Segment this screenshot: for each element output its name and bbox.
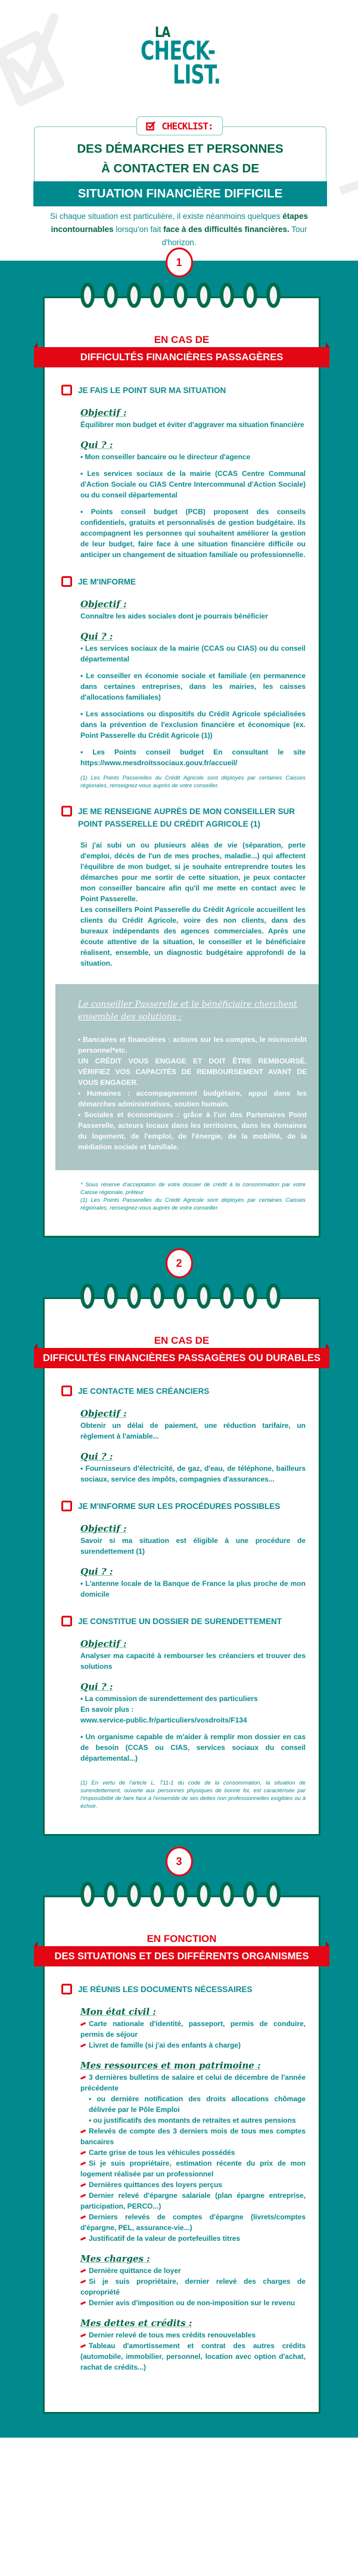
- step-heading: [61, 1500, 306, 1513]
- part-label: Objectif :: [80, 599, 127, 610]
- section-title-band: DIFFICULTÉS FINANCIÈRES PASSAGÈRES: [34, 347, 329, 367]
- spiral-ring-icon: [152, 1285, 163, 1307]
- part-label: Qui ? :: [80, 1681, 113, 1692]
- part-label: Qui ? :: [80, 1451, 113, 1462]
- text-line: • Un organisme capable de m'aider à remplir mon dossier en cas de besoin (CCAS ou CIAS, services sociaux du conseil départemental...): [80, 1733, 306, 1762]
- step-part: [80, 438, 306, 560]
- text-line: Si j'ai subi un ou plusieurs aléas de vie (séparation, perte d'emploi, décès de l'un de mes proches, maladie...) qui affectent l'équilibre de mon budget, si je souhaite entreprendre toutes les démarches pour me sortir de cette situation, je peux contacter mon conseiller bancaire afin qu'il me mette en contact avec le Point Passerelle.: [80, 841, 306, 903]
- step-part: [80, 630, 306, 790]
- spiral-ring-icon: [129, 284, 139, 306]
- footnotes: [80, 1779, 306, 1810]
- step-heading: [61, 576, 306, 588]
- spiral-ring-icon: [175, 284, 186, 306]
- checklist-line: Carte nationale d'identité, passeport, permis de conduire, permis de séjour: [80, 2020, 306, 2039]
- checkbox[interactable]: [61, 806, 72, 817]
- step-part: [80, 2317, 306, 2373]
- callout-line: UN CRÉDIT VOUS ENGAGE ET DOIT ÊTRE REMBOURSÉ. VÉRIFIEZ VOS CAPACITÉS DE REMBOURSEMENT AVANT DE VOUS ENGAGER.: [78, 1057, 307, 1087]
- checklist-step: [61, 384, 306, 560]
- checklist-line: Dernières quittances des loyers perçus: [80, 2179, 306, 2190]
- intro-part: lorsqu'on fait: [113, 225, 164, 234]
- checklist-line: Si je suis propriétaire, estimation récente du prix de mon logement réalisée par un professionnel: [80, 2159, 306, 2178]
- step-heading: [61, 1615, 306, 1628]
- spiral-ring-icon: [82, 1285, 93, 1307]
- intro-part: Si chaque situation est particulière, il existe néanmoins quelques: [49, 212, 283, 221]
- spiral-ring-icon: [105, 1884, 116, 1905]
- page-title-line: À CONTACTER EN CAS DE: [101, 162, 259, 175]
- text-line: • Fournisseurs d'électricité, de gaz, d'eau, de téléphone, bailleurs sociaux, service des impôts, compagnies d'assurances...: [80, 1464, 306, 1483]
- spiral-ring-icon: [82, 1884, 93, 1905]
- spiral-ring-icon: [129, 1285, 139, 1307]
- part-label: Objectif :: [80, 407, 127, 418]
- text-line: • Le conseiller en économie sociale et familiale (en permanence dans certaines entreprises, dans les mairies, les caisses d'allocations familiales): [80, 672, 306, 701]
- text-line: Obtenir un délai de paiement, une réduction tarifaire, un règlement à l'amiable...: [80, 1421, 306, 1440]
- part-label: Objectif :: [80, 1638, 127, 1649]
- checklist-line: Relevés de compte des 3 derniers mois de tous mes comptes bancaires: [80, 2127, 306, 2146]
- text-line: • L'antenne locale de la Banque de France la plus proche de mon domicile: [80, 1579, 306, 1598]
- spiral-ring-icon: [268, 284, 279, 306]
- sections-area: [0, 256, 358, 2438]
- spiral-ring-icon: [152, 1884, 163, 1905]
- intro-part: Tour d'horizon.: [161, 225, 307, 247]
- text-line: • Mon conseiller bancaire ou le directeur d'agence: [80, 453, 251, 461]
- text-line: • Les services sociaux de la mairie (CCAS Centre Communal d'Action Sociale ou CIAS Centre Intercommunal d'Action Sociale) ou du conseil départemental: [80, 469, 306, 499]
- solutions-callout: [55, 984, 319, 1170]
- spiral-ring-icon: [198, 284, 209, 306]
- step-part: [80, 1565, 306, 1600]
- spiral-ring-icon: [105, 284, 116, 306]
- checklist-step: [61, 1500, 306, 1600]
- step-part: [80, 840, 306, 969]
- spiral-ring-icon: [222, 1285, 232, 1307]
- step-part: [80, 1522, 306, 1557]
- footnote: * Sous réserve d'acceptation de votre dossier de crédit à la consommation par votre Caisse régionale, prêteur: [80, 1182, 306, 1196]
- section: [0, 1836, 358, 2414]
- text-line: Savoir si ma situation est éligible à une procédure de surendettement (1): [80, 1536, 306, 1556]
- step-part: [80, 2252, 306, 2308]
- part-label: Mes dettes et crédits :: [80, 2318, 192, 2328]
- section: [0, 1238, 358, 1836]
- checklist-line: Derniers relevés de comptes d'épargne (livrets/comptes d'épargne, PEL, assurance-vie...): [80, 2213, 306, 2232]
- step-heading: [61, 805, 306, 830]
- intro-bold: face à des difficultés financières.: [163, 225, 289, 234]
- checkbox-checked-icon: [146, 121, 157, 131]
- checkbox[interactable]: [61, 385, 72, 395]
- checkbox[interactable]: [61, 576, 72, 587]
- checklist-line: 3 dernières bulletins de salaire et celui de décembre de l'année précédente: [80, 2073, 306, 2092]
- logo-line: CHECK-: [141, 36, 216, 66]
- intro-text: [33, 210, 325, 249]
- spiral-ring-icon: [175, 1884, 186, 1905]
- checklist-step: [61, 805, 306, 969]
- checklist-line: Si je suis propriétaire, dernier relevé des charges de copropriété: [80, 2277, 306, 2296]
- step-title: JE CONSTITUE UN DOSSIER DE SURENDETTEMENT: [78, 1617, 282, 1626]
- steps-list: [45, 1966, 319, 2373]
- text-line: • Les associations ou dispositifs du Crédit Agricole spécialisées dans la prévention de l'exclusion financière et économique (ex. Point Passerelle du Crédit Agricole (1)): [80, 710, 306, 740]
- spiral-binding: [80, 1879, 283, 1909]
- logo-line: LA: [155, 24, 170, 41]
- checkbox[interactable]: [61, 1616, 72, 1626]
- section-kicker: EN FONCTION: [147, 1933, 217, 1944]
- logo-line: LIST.: [173, 60, 221, 90]
- text-line: • Les Points conseil budget En consultant le site https://www.mesdroitssociaux.gouv.fr/accueil/: [80, 748, 306, 767]
- part-label: Qui ? :: [80, 1566, 113, 1577]
- spiral-binding: [80, 1281, 283, 1311]
- part-label: Qui ? :: [80, 440, 113, 450]
- callout-line: • Sociales et économiques : grâce à l'un des Partenaires Point Passerelle, acteurs locaux dans les territoires, dans les domaines du logement, de l'emploi, de l'énergie, de la mobilité, de la médiation sociale et familiale.: [78, 1111, 307, 1151]
- spiral-ring-icon: [245, 1285, 256, 1307]
- checkbox[interactable]: [61, 1501, 72, 1511]
- spiral-ring-icon: [268, 1285, 279, 1307]
- text-line: En savoir plus :: [80, 1705, 134, 1714]
- spiral-ring-icon: [268, 1884, 279, 1905]
- footnote: (1) Les Points Passerelles du Crédit Agricole sont déployés par certaines Caisses régionales, renseignez-vous auprès de votre conseiller.: [80, 775, 306, 789]
- badge-label: CHECKLIST:: [161, 120, 213, 132]
- spiral-ring-icon: [222, 284, 232, 306]
- logo: [141, 25, 244, 88]
- footnote: (1) Les Points Passerelles du Crédit Agricole sont déployés par certaines Caisses régionales, renseignez-vous auprès de votre conseiller.: [80, 1197, 306, 1211]
- notebook-card: [43, 1895, 320, 2414]
- text-line: • La commission de surendettement des particuliers: [80, 1694, 258, 1703]
- step-part: [80, 598, 306, 621]
- intro-bold: étapes incontournables: [51, 212, 308, 234]
- checklist-badge: [136, 116, 223, 135]
- checklist-line: Justificatif de la valeur de portefeuilles titres: [80, 2233, 306, 2244]
- step-heading: [61, 1983, 306, 1996]
- checklist-line: Dernier avis d'imposition ou de non-imposition sur le revenu: [80, 2297, 306, 2308]
- part-label: Mes ressources et mon patrimoine :: [80, 2060, 261, 2071]
- page-title-line: DES DÉMARCHES ET PERSONNES: [77, 142, 284, 156]
- checklist-line: Tableau d'amortissement et contrat des autres crédits (automobile, immobilier, personnel, location avec option d'achat, rachat de crédits...): [80, 2342, 306, 2371]
- spiral-ring-icon: [222, 1884, 232, 1905]
- section-kicker: EN CAS DE: [154, 334, 210, 345]
- text-line: • ou justificatifs des montants de retraites et autres pensions: [89, 2116, 296, 2124]
- spiral-ring-icon: [152, 284, 163, 306]
- section-title-band: DIFFICULTÉS FINANCIÈRES PASSAGÈRES OU DURABLES: [34, 1348, 329, 1368]
- part-label: Qui ? :: [80, 631, 113, 642]
- callout-line: • Bancaires et financières : actions sur les comptes, le microcrédit personnel*etc.: [78, 1035, 307, 1054]
- step-part: [80, 1680, 306, 1764]
- part-label: Objectif :: [80, 1523, 127, 1534]
- section-title-band: DES SITUATIONS ET DES DIFFÉRENTS ORGANISMES: [34, 1946, 329, 1966]
- step-title: JE M'INFORME SUR LES PROCÉDURES POSSIBLES: [78, 1502, 281, 1511]
- step-title: JE RÉUNIS LES DOCUMENTS NÉCESSAIRES: [78, 1985, 253, 1994]
- step-heading: [61, 384, 306, 397]
- checkbox[interactable]: [61, 1386, 72, 1396]
- text-line: • Les services sociaux de la mairie (CCAS ou CIAS) ou du conseil départemental: [80, 644, 306, 663]
- part-label: Mon état civil :: [80, 2006, 156, 2017]
- section-kicker: EN CAS DE: [154, 1335, 210, 1346]
- steps-list: [45, 367, 319, 1170]
- callout-line: • Humaines : accompagnement budgétaire, appui dans les démarches administratives, soutien humain.: [78, 1089, 307, 1108]
- text-line: Les conseillers Point Passerelle du Crédit Agricole accueillent les clients du Crédit Agricole, voire des non clients, dans des bureaux indépendants des agences commerciales. Après une écoute attentive de la situation, le conseiller et le bénéficiaire réalisent, ensemble, un diagnostic budgétaire approfondi de la situation.: [80, 905, 306, 967]
- spiral-ring-icon: [105, 1285, 116, 1307]
- spiral-binding: [80, 280, 283, 310]
- checklist-line: Dernière quittance de loyer: [80, 2265, 306, 2276]
- spiral-ring-icon: [175, 1285, 186, 1307]
- step-part: [80, 2005, 306, 2051]
- notebook-card: [43, 1297, 320, 1836]
- step-part: [80, 2059, 306, 2244]
- checklist-step: [61, 1615, 306, 1764]
- section-number-badge: 2: [166, 1248, 193, 1278]
- checklist-step: [61, 1385, 306, 1485]
- checkbox[interactable]: [61, 1984, 72, 1994]
- spiral-ring-icon: [245, 1884, 256, 1905]
- text-line: www.service-public.fr/particuliers/vosdroits/F134: [80, 1716, 247, 1724]
- step-heading: [61, 1385, 306, 1397]
- steps-list: [45, 1368, 319, 1764]
- callout-title: Le conseiller Passerelle et le bénéficiaire cherchent ensemble des solutions :: [78, 1000, 297, 1022]
- step-part: [80, 1407, 306, 1442]
- text-line: Analyser ma capacité à rembourser les créanciers et trouver des solutions: [80, 1652, 306, 1671]
- checklist-line: Livret de famille (si j'ai des enfants à charge): [80, 2040, 306, 2051]
- section: [0, 256, 358, 1238]
- footnotes: [80, 1181, 306, 1212]
- part-label: Mes charges :: [80, 2253, 150, 2264]
- page-title-band: SITUATION FINANCIÈRE DIFFICILE: [33, 181, 327, 206]
- spiral-ring-icon: [245, 284, 256, 306]
- step-title: JE ME RENSEIGNE AUPRÈS DE MON CONSEILLER SUR POINT PASSERELLE DU CRÉDIT AGRICOLE (1): [78, 807, 295, 828]
- checklist-line: Carte grise de tous les véhicules possédés: [80, 2147, 306, 2158]
- step-title: JE FAIS LE POINT SUR MA SITUATION: [78, 386, 226, 395]
- text-line: Équilibrer mon budget et éviter d'aggraver ma situation financière: [80, 420, 304, 429]
- section-number-badge: 1: [166, 248, 193, 277]
- step-part: [80, 1637, 306, 1672]
- step-part: [80, 406, 306, 430]
- spiral-ring-icon: [198, 1285, 209, 1307]
- part-label: Objectif :: [80, 1408, 127, 1419]
- text-line: • Points conseil budget (PCB) proposent des conseils confidentiels, gratuits et personnalisés de gestion budgétaire. Ils accompagnent les personnes qui souhaitent améliorer la gestion de leur budget, faire face à une situation financière difficile ou anticiper un changement de situation familiale ou professionnelle.: [80, 508, 306, 559]
- checklist-step: [61, 1983, 306, 2373]
- notebook-card: [43, 296, 320, 1238]
- checklist-line: Dernier relevé d'épargne salariale (plan épargne entreprise, participation, PERCO...): [80, 2191, 306, 2210]
- section-number-badge: 3: [166, 1847, 193, 1876]
- step-part: [80, 1450, 306, 1485]
- text-line: Connaître les aides sociales dont je pourrais bénéficier: [80, 612, 268, 620]
- checkbox-watermark-icon: [334, 179, 358, 261]
- spiral-ring-icon: [129, 1884, 139, 1905]
- spiral-ring-icon: [198, 1884, 209, 1905]
- step-title: JE CONTACTE MES CRÉANCIERS: [78, 1387, 210, 1396]
- footnote: (1) En vertu de l'article L. 711-1 du code de la consommation, la situation de surendettement, ouverte aux personnes physiques de bonne foi, est caractérisée par l'impossibilité de faire face à l'ensemble de ses dettes non professionnelles exigibles ou à échoir.: [80, 1780, 306, 1810]
- checklist-line: Dernier relevé de tous mes crédits renouvelables: [80, 2330, 306, 2340]
- checklist-step: [61, 576, 306, 790]
- spiral-ring-icon: [82, 284, 93, 306]
- step-title: JE M'INFORME: [78, 577, 136, 586]
- text-line: • ou dernière notification des droits allocations chômage délivrée par le Pôle Emploi: [89, 2095, 306, 2114]
- checkbox-watermark-icon: [0, 6, 71, 119]
